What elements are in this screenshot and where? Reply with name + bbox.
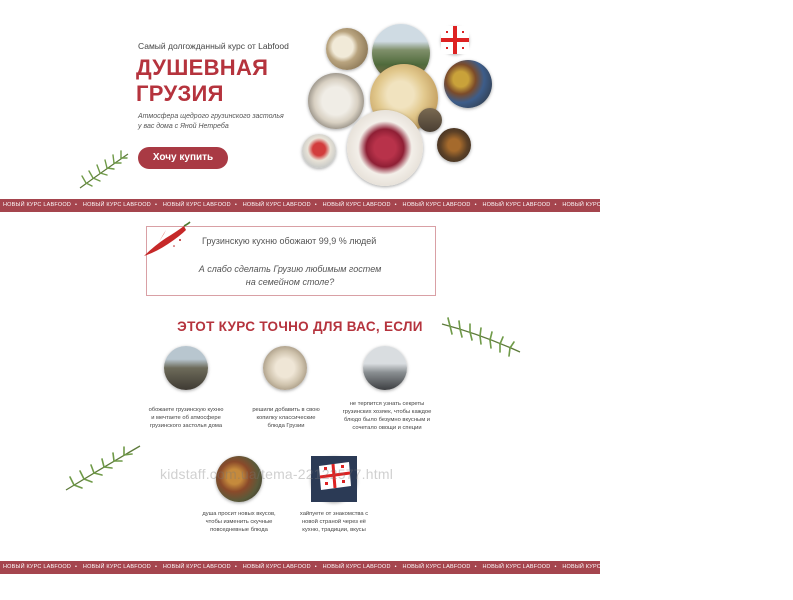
item-photo-khinkali [263,346,307,390]
ribbon-segment: НОВЫЙ КУРС LABFOOD [722,564,791,570]
item-line: обожаете грузинскую кухню [148,407,224,413]
rosemary-sprig-left-icon [62,438,144,496]
item-line: блюда Грузии [267,423,305,429]
photo-landscape [418,108,442,132]
hero-tagline-line2: у вас дома с Яной Нетреба [138,123,229,130]
ribbon-separator: • [634,564,637,570]
watermark: kidstaff.com.ua/tema-22122577.html [160,466,394,482]
ribbon-separator: • [234,202,237,208]
photo-dancer [302,134,336,168]
item-line: копилку классические [256,415,316,421]
hero-title-line2: ГРУЗИЯ [136,81,224,106]
item-line: грузинских хозяек, чтобы каждое [342,409,432,415]
ribbon-separator: • [474,202,477,208]
ribbon-separator: • [554,202,557,208]
ribbon-segment: НОВЫЙ КУРС LABFOOD [482,202,551,208]
quote-line2 [190,263,390,289]
item-line: душа просит новых вкусов, [202,511,276,517]
item-line: сочетало овощи и специи [352,425,422,431]
hero-tagline [138,112,298,132]
georgia-flag-icon [441,26,469,54]
ribbon-separator: • [714,564,717,570]
ribbon-separator: • [554,564,557,570]
item-line: чтобы изменить скучные [205,519,273,525]
ribbon-separator: • [75,202,78,208]
photo-khinkali [308,73,364,129]
ribbon-bottom [0,561,791,574]
item-line: грузинского застолья дома [149,423,223,429]
ribbon-segment: НОВЫЙ КУРС LABFOOD [322,202,391,208]
item-text-new-country [284,510,384,534]
quote-line2a: А слабо сделать Грузию любимым гостем [198,264,382,274]
photo-flag [441,26,469,54]
item-line: хайпуете от знакомства с [299,511,369,517]
ribbon-segment: НОВЫЙ КУРС LABFOOD [402,202,471,208]
ribbon-segment: НОВЫЙ КУРС LABFOOD [402,564,471,570]
ribbon-separator: • [314,202,317,208]
hero-title-line1: ДУШЕВНАЯ [136,55,269,80]
item-line: и мечтаете об атмосфере [151,415,221,421]
ribbon-segment: НОВЫЙ КУРС LABFOOD [82,202,151,208]
ribbon-segment: НОВЫЙ КУРС LABFOOD [562,564,631,570]
rosemary-branch-icon [440,312,522,362]
item-text-new-tastes [189,510,289,534]
ribbon-segment: НОВЫЙ КУРС LABFOOD [162,564,231,570]
ribbon-separator: • [714,202,717,208]
ribbon-segment: НОВЫЙ КУРС LABFOOD [322,564,391,570]
ribbon-top [0,199,791,212]
ribbon-separator: • [154,564,158,570]
item-line: кухню, традиции, вкусы [302,527,366,533]
section-title: ЭТОТ КУРС ТОЧНО ДЛЯ ВАС, ЕСЛИ [177,319,423,334]
item-line: блюдо было безумно вкусным и [343,417,431,423]
ribbon-segment: НОВЫЙ КУРС LABFOOD [722,202,791,208]
photo-spices [444,60,492,108]
hero-title [136,55,268,107]
ribbon-separator: • [474,564,477,570]
ribbon-segment: НОВЫЙ КУРС LABFOOD [562,202,631,208]
ribbon-separator: • [154,202,158,208]
ribbon-separator: • [394,564,397,570]
ribbon-segment: НОВЫЙ КУРС LABFOOD [3,564,72,570]
ribbon-segment: НОВЫЙ КУРС LABFOOD [3,202,72,208]
ribbon-segment: НОВЫЙ КУРС LABFOOD [482,564,551,570]
item-line: повседневные блюда [210,527,268,533]
buy-button[interactable]: Хочу купить [138,147,228,169]
photo-beet-balls [347,110,423,186]
ribbon-segment: НОВЫЙ КУРС LABFOOD [242,202,311,208]
item-text-feast [136,406,236,430]
ribbon-separator: • [394,202,397,208]
ribbon-segment: НОВЫЙ КУРС LABFOOD [242,564,311,570]
item-line: новой страной через её [301,519,367,525]
item-line: решили добавить в свою [252,407,320,413]
hero-subtitle: Самый долгожданный курс от Labfood [138,41,289,51]
ribbon-segment: НОВЫЙ КУРС LABFOOD [82,564,151,570]
item-text-classic-dishes [236,406,336,430]
ribbon-separator: • [234,564,237,570]
ribbon-separator: • [314,564,317,570]
quote-line1: Грузинскую кухню обожают 99,9 % людей [202,236,377,246]
item-photo-hostess [363,346,407,390]
ribbon-segment: НОВЫЙ КУРС LABFOOD [162,202,231,208]
hero-tagline-line1: Атмосфера щедрого грузинского застолья [138,113,284,120]
quote-line2b: на семейном столе? [245,277,335,287]
photo-mushrooms [326,28,368,70]
ribbon-segment: НОВЫЙ КУРС LABFOOD [642,202,711,208]
ribbon-separator: • [634,202,637,208]
chili-pepper-icon [136,222,192,262]
rosemary-sprig-icon [76,148,132,192]
ribbon-segment: НОВЫЙ КУРС LABFOOD [642,564,711,570]
item-photo-feast [164,346,208,390]
photo-dish [437,128,471,162]
item-text-secrets [327,400,447,432]
ribbon-separator: • [75,564,78,570]
item-line: не терпится узнать секреты [349,401,425,407]
